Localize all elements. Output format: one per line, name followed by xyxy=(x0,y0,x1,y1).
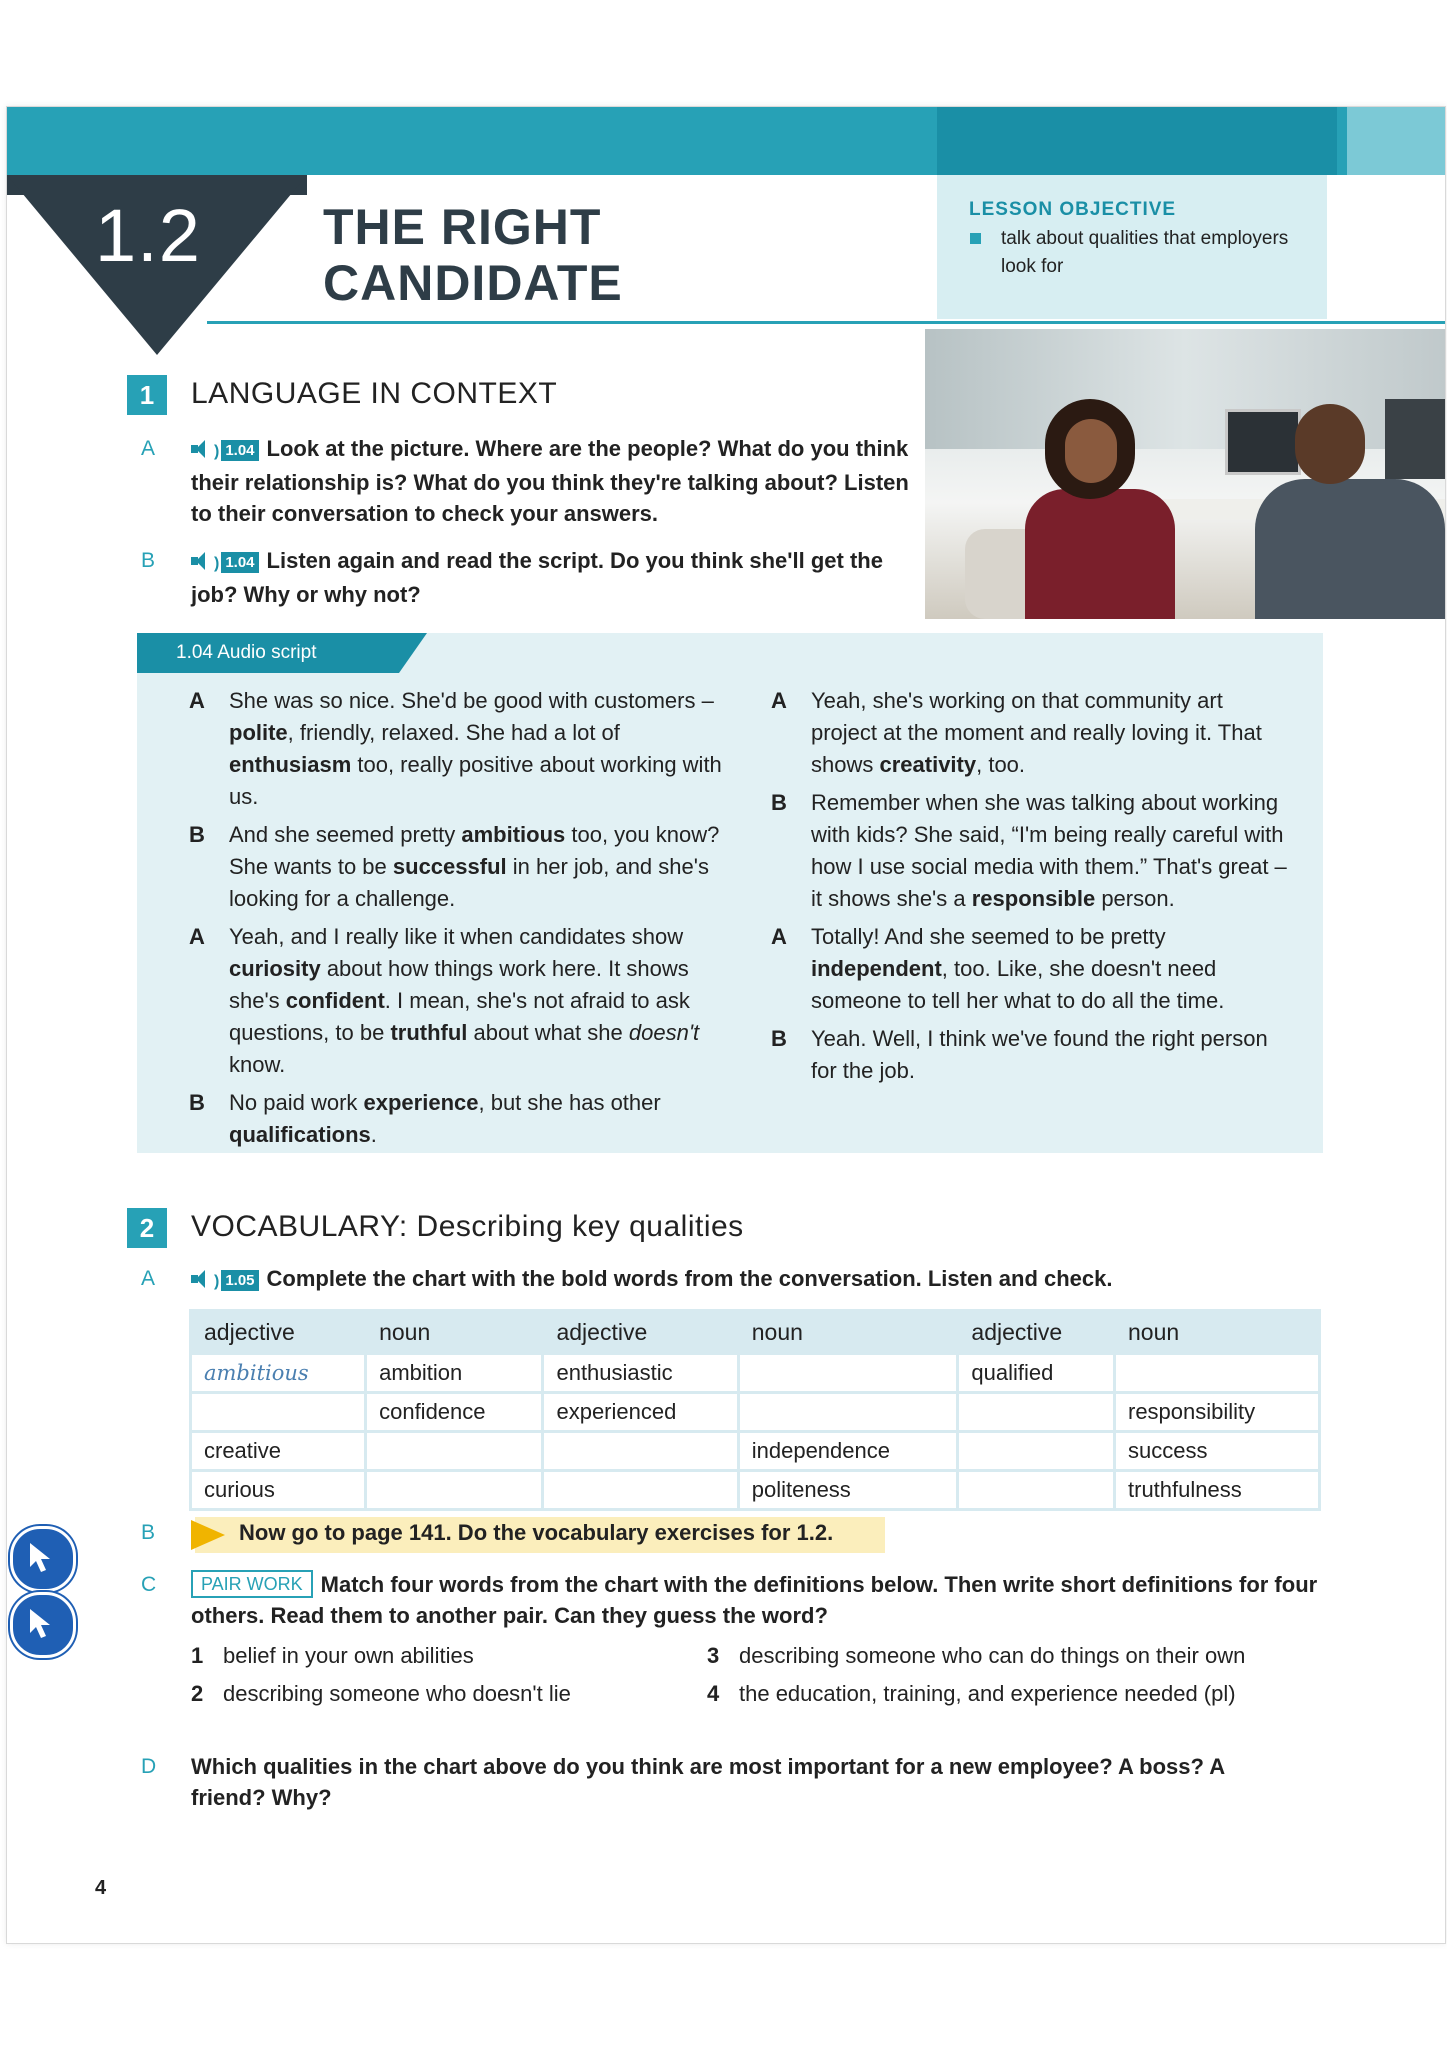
exercise-1b-instruction xyxy=(191,545,911,610)
speaker-label: B xyxy=(189,1090,205,1115)
script-line: She was so nice. She'd be good with customers – polite, friendly, relaxed. She had a lot of enthusiasm too, really positive about working with us. xyxy=(229,688,722,809)
section-2-title: VOCABULARY: Describing key qualities xyxy=(191,1210,744,1243)
speaker-label: A xyxy=(189,688,205,713)
section-2-number: 2 xyxy=(127,1208,167,1248)
definition-3 xyxy=(707,1637,1327,1675)
chart-blank-cell[interactable] xyxy=(738,1393,958,1432)
textbook-page xyxy=(6,106,1446,1944)
cursor-arrow-icon xyxy=(27,1541,57,1575)
chart-blank-cell[interactable] xyxy=(543,1471,738,1510)
script-turn xyxy=(771,685,1291,781)
audio-speaker-icon xyxy=(155,643,171,659)
chart-column-header: adjective xyxy=(191,1311,366,1354)
chart-cell: qualified xyxy=(958,1354,1115,1393)
script-turn xyxy=(189,685,729,813)
chart-blank-cell[interactable] xyxy=(366,1432,543,1471)
pair-work-tag: PAIR WORK xyxy=(191,1570,313,1598)
exercise-2c-instruction xyxy=(191,1569,1321,1631)
exercise-2a-letter: A xyxy=(141,1267,156,1290)
exercise-2c-letter: C xyxy=(141,1573,157,1596)
script-line: No paid work experience, but she has other qualifications. xyxy=(229,1090,661,1147)
header-band-accent xyxy=(937,107,1337,175)
script-turn xyxy=(189,921,729,1081)
exercise-1b-letter: B xyxy=(141,549,156,572)
exercise-2c-text: Match four words from the chart with the definitions below. Then write short definitions for four others. Read them to another pair. Can they guess the word? xyxy=(191,1572,1318,1628)
candidate-figure xyxy=(1025,489,1175,619)
definition-number: 4 xyxy=(707,1681,720,1706)
chart-cell: confidence xyxy=(366,1393,543,1432)
definition-number: 1 xyxy=(191,1643,204,1668)
audio-script-title xyxy=(153,641,316,664)
speaker-label: B xyxy=(771,790,787,815)
chart-column-header: adjective xyxy=(958,1311,1115,1354)
chart-blank-cell[interactable] xyxy=(191,1393,366,1432)
speaker-label: B xyxy=(771,1026,787,1051)
header-rule xyxy=(207,321,1445,324)
exercise-2a-text-pre: Complete the chart with the xyxy=(266,1266,556,1291)
exercise-1a-instruction xyxy=(191,433,911,529)
definition-2 xyxy=(191,1675,691,1713)
page-number: 4 xyxy=(95,1877,107,1899)
chart-blank-cell[interactable] xyxy=(738,1354,958,1393)
chart-blank-cell[interactable] xyxy=(543,1432,738,1471)
chart-cell: politeness xyxy=(738,1471,958,1510)
lesson-title xyxy=(323,199,623,311)
audio-waves-icon: ) xyxy=(214,1273,220,1290)
chart-cell: ambition xyxy=(366,1354,543,1393)
definition-4 xyxy=(707,1675,1327,1713)
chart-blank-cell[interactable] xyxy=(958,1471,1115,1510)
script-line: Totally! And she seemed to be pretty independent, too. Like, she doesn't need someone to tell her what to do all the time. xyxy=(811,924,1225,1013)
window-background xyxy=(925,329,1445,449)
audio-track-badge[interactable]: 1.05 xyxy=(221,1270,258,1291)
chart-column-header: noun xyxy=(366,1311,543,1354)
chart-cell: curious xyxy=(191,1471,366,1510)
script-line: Yeah. Well, I think we've found the right person for the job. xyxy=(811,1026,1268,1083)
definition-number: 2 xyxy=(191,1681,204,1706)
chart-blank-cell[interactable] xyxy=(1115,1354,1320,1393)
script-line: Remember when she was talking about working with kids? She said, “I'm being really careful with how I use social media with them.” That's great – it shows she's a responsible person. xyxy=(811,790,1287,911)
exercise-2a-text-bold: bold xyxy=(561,1266,608,1291)
lesson-title-line2: CANDIDATE xyxy=(323,255,623,311)
table-row xyxy=(191,1393,1320,1432)
script-turn xyxy=(771,921,1291,1017)
bullet-icon xyxy=(970,233,981,244)
exercise-1a-text: Look at the picture. Where are the people? What do you think their relationship is? What do you think they're talking about? Listen to their conversation to check your answers. xyxy=(191,436,909,526)
speaker-label: A xyxy=(189,924,205,949)
chart-cell: creative xyxy=(191,1432,366,1471)
audio-script-title-text: 1.04 Audio script xyxy=(176,642,317,663)
definition-number: 3 xyxy=(707,1643,720,1668)
chart-column-header: noun xyxy=(738,1311,958,1354)
table-row xyxy=(191,1354,1320,1393)
script-line: Yeah, and I really like it when candidates show curiosity about how things work here. It shows she's confident. I mean, she's not afraid to ask questions, to be truthful about what she doesn't know. xyxy=(229,924,700,1077)
play-arrow-icon xyxy=(191,1520,225,1550)
exercise-2d-letter: D xyxy=(141,1755,157,1778)
audio-speaker-icon[interactable] xyxy=(191,551,211,571)
header-band-corner xyxy=(1347,107,1445,175)
audio-speaker-icon[interactable] xyxy=(191,439,211,459)
script-left-column xyxy=(189,685,729,1157)
speaker-label: A xyxy=(771,688,787,713)
exercise-2d-instruction: Which qualities in the chart above do you think are most important for a new employee? A boss? A friend? Why? xyxy=(191,1754,1225,1810)
lesson-objective-title: LESSON OBJECTIVE xyxy=(969,199,1177,220)
speaker-label: A xyxy=(771,924,787,949)
interviewer-figure xyxy=(1255,479,1445,619)
exercise-1a-letter: A xyxy=(141,437,156,460)
section-1-number: 1 xyxy=(127,375,167,415)
lesson-number: 1.2 xyxy=(95,194,201,277)
audio-waves-icon: ) xyxy=(214,555,220,572)
definition-text: the education, training, and experience needed (pl) xyxy=(739,1681,1236,1706)
audio-track-badge[interactable]: 1.04 xyxy=(221,440,258,461)
chart-cell: experienced xyxy=(543,1393,738,1432)
exercise-2a-instruction xyxy=(191,1263,1331,1297)
section-1-title: LANGUAGE IN CONTEXT xyxy=(191,377,558,410)
interviewer-head xyxy=(1295,404,1365,484)
vocabulary-chart-header xyxy=(191,1311,1320,1354)
definition-text: describing someone who doesn't lie xyxy=(223,1681,571,1706)
monitor xyxy=(1225,409,1301,475)
chart-blank-cell[interactable] xyxy=(958,1432,1115,1471)
exercise-2b-text[interactable]: Now go to page 141. Do the vocabulary exercises for 1.2. xyxy=(239,1520,834,1545)
cursor-tool-button-2[interactable] xyxy=(10,1592,76,1658)
chart-column-header: noun xyxy=(1115,1311,1320,1354)
script-turn xyxy=(771,787,1291,915)
audio-script-tab-corner xyxy=(399,633,427,673)
chart-blank-cell[interactable] xyxy=(958,1393,1115,1432)
audio-speaker-icon[interactable] xyxy=(191,1269,211,1289)
candidate-face xyxy=(1065,419,1117,483)
script-turn xyxy=(189,1087,729,1151)
monitor-2 xyxy=(1385,399,1445,479)
script-line: And she seemed pretty ambitious too, you know? She wants to be successful in her job, and she's looking for a challenge. xyxy=(229,822,720,911)
definition-text: describing someone who can do things on their own xyxy=(739,1643,1246,1668)
script-turn xyxy=(771,1023,1291,1087)
script-line: Yeah, she's working on that community art project at the moment and really loving it. That shows creativity, too. xyxy=(811,688,1262,777)
table-row xyxy=(191,1432,1320,1471)
table-row xyxy=(191,1471,1320,1510)
audio-waves-icon: ) xyxy=(214,443,220,460)
definition-text: belief in your own abilities xyxy=(223,1643,474,1668)
exercise-1b-text: Listen again and read the script. Do you think she'll get the job? Why or why not? xyxy=(191,548,883,607)
lesson-title-line1: THE RIGHT xyxy=(323,199,602,255)
script-right-column xyxy=(771,685,1291,1093)
cursor-arrow-icon xyxy=(27,1607,57,1641)
cursor-tool-button[interactable] xyxy=(10,1526,76,1592)
vocabulary-chart xyxy=(189,1309,1321,1511)
chart-cell: enthusiastic xyxy=(543,1354,738,1393)
chart-cell: responsibility xyxy=(1115,1393,1320,1432)
chart-blank-cell[interactable] xyxy=(366,1471,543,1510)
script-turn xyxy=(189,819,729,915)
exercise-2b-letter: B xyxy=(141,1521,156,1544)
chart-cell: success xyxy=(1115,1432,1320,1471)
chart-cell: independence xyxy=(738,1432,958,1471)
interview-photo xyxy=(925,329,1445,619)
chart-cell: truthfulness xyxy=(1115,1471,1320,1510)
chart-column-header: adjective xyxy=(543,1311,738,1354)
chart-cell: ambitious xyxy=(191,1354,366,1393)
exercise-2a-text-post: words from the conversation. Listen and check. xyxy=(613,1266,1113,1291)
speaker-label: B xyxy=(189,822,205,847)
definition-1 xyxy=(191,1637,691,1675)
audio-track-badge[interactable]: 1.04 xyxy=(221,552,258,573)
lesson-objective-text: talk about qualities that employers look for xyxy=(1001,228,1289,277)
